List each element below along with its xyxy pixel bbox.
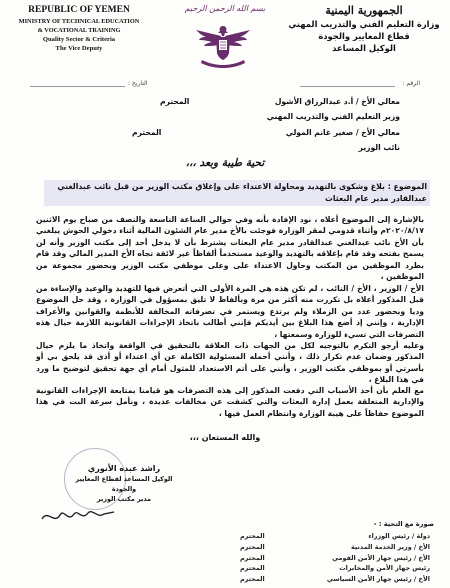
arabic-sector: قطاع المعايير والجودة (318, 31, 410, 41)
distribution-heading: صورة مع التحية : - (373, 520, 434, 528)
distribution-item-suffix: المحترم (240, 575, 265, 584)
distribution-item-label: رئيس جهاز الأمن والمخابرات (339, 564, 430, 573)
date-label: التاريخ : (128, 80, 148, 87)
distribution-item (240, 531, 430, 542)
arabic-ministry: وزارة التعليم الفني والتدريب المهني (288, 19, 440, 29)
distribution-item-label: الأخ / رئيس جهاز الأمن القومي (332, 553, 430, 562)
distribution-item-suffix: المحترم (240, 553, 265, 562)
signature-icon (38, 505, 118, 527)
addressee-3-title: المحترم (132, 128, 162, 137)
greeting: تحية طيبة وبعد ،،، (185, 157, 265, 169)
addressee-2: وزير التعليم الفني والتدريب المهني (266, 112, 400, 121)
distribution-item-suffix: المحترم (240, 564, 265, 573)
english-ministry-line1: MINISTRY OF TECHNICAL EDUCATION (18, 18, 140, 25)
date-line (30, 86, 125, 87)
signatory-block (64, 463, 184, 504)
addressee-3: معالي الأخ / صغير غانم المولي (285, 128, 400, 137)
closing: والله المستعان ،،، (189, 433, 261, 442)
distribution-item-label: الأخ / وزير الخدمة المدنية (351, 542, 430, 551)
header-english (4, 4, 154, 53)
arabic-country: الجمهورية اليمنية (325, 4, 403, 17)
addressee-1-title: المحترم (160, 97, 190, 106)
distribution-item-suffix: المحترم (240, 532, 265, 540)
addressee-1: معالي الأخ / أ.د عبدالرزاق الأشول (274, 97, 400, 106)
arabic-deputy: الوكيل المساعد (332, 43, 396, 53)
english-country: REPUBLIC OF YEMEN (28, 5, 130, 15)
signatory-title-2: مدير مكتب الوزير (96, 495, 152, 503)
ref-line (300, 86, 395, 87)
signatory-title-1: الوكيل المساعد لقطاع المعايير والجودة (75, 475, 173, 493)
basmala: بسم الله الرحمن الرحيم (184, 4, 266, 13)
distribution-item-label: دولة / رئيس الوزراء (368, 532, 430, 540)
distribution-item-suffix: المحترم (240, 542, 265, 551)
english-ministry-line2: & VOCATIONAL TRAINING (37, 27, 121, 34)
distribution-item-label: الأخ / رئيس جهاز الأمن السياسي (326, 575, 430, 584)
distribution-item (240, 553, 430, 564)
distribution-item (240, 542, 430, 553)
header-arabic (284, 3, 444, 54)
addressee-4: نائب الوزير (358, 143, 400, 152)
ref-label: الرقم : (402, 80, 420, 87)
body-paragraph-1: بالإشارة إلى الموضوع أعلاه ، نود الإفادة بأنه وفي حوالي الساعة التاسعة والنصف من صباح يوم الاثنين ٢٠٢٠/٨/١٧م وأثناء قدومي لمقر الوزارة فوجئت بالأخ مدير عام الشئون المالية أثناء دخولي الحوش يبلغني بأن الأخ نائب عبدالغني عبدالقادر مدير عام البعثات يشترط بأن لا يدخل أحد إلى مكتب الوزير وأنه لن يسمح بفتحه وقد قام بإغلاقه بالتهديد والوعيد مستخدماً ألفاظاً غير لائقة تجاه الأخ المدير المالي وقد قام بطرد الموظفين من المكتب وحاول الاعتداء على وعلى موظفي مكتب الوزير وبحضور مجموعة من الموظفين ، (36, 215, 424, 282)
english-sector: Quality Sector & Criteria (42, 36, 116, 43)
subject: الموضوع : بلاغ وشكوى بالتهديد ومحاولة الاعتداء على وإغلاق مكتب الوزير من قبل نائب عبدالغني عبدالقادر مدير عام البعثات (44, 180, 430, 206)
distribution-item (240, 574, 430, 585)
english-deputy: The Vice Deputy (55, 45, 103, 52)
distribution-item (240, 563, 430, 574)
eagle-emblem-icon (194, 20, 252, 70)
body-paragraph-3: وعليه أرجو التكرم بالتوجيه لكل من الجهات ذات العلاقة بالتحقيق في الواقعة واتخاذ ما يلزم حيال المذكور وضمان عدم تكرار ذلك ، وأنني أحمله المسئولية الكاملة عن أي اعتداء أو أذى قد يلحق بي أو بأسرتي أو بموظفي مكتب الوزير ، وأنني على أتم الاستعداد للمثول أمام أي جهة تحقيق لتوضيح ما ورد في هذا البلاغ ، (36, 341, 424, 385)
body-paragraph-2: الأخ / الوزير ، الأخ / النائب ، لم تكن هذه هي المرة الأولى التي أتعرض فيها للتهديد والوعيد والإساءة من قبل المذكور أعلاه بل تكررت منه أكثر من مرة وبألفاظ لا تليق بمسؤول في الوزارة ، وقد حل الموضوع وديا وبحضور عدد من الزملاء ولم يرتدع ويستمر في تصرفاته المخالفة للأنظمة والقوانين والأعراف الإدارية ، وإنني إذ أضع هذا البلاغ بين أيديكم فإنني أطالب باتخاذ الإجراءات القانونية اللازمة حيال هذه التصرفات التي تسيء للوزارة وسمعتها ، (36, 284, 424, 339)
signatory-name: راشد عبده الأنوري (87, 464, 161, 473)
body-paragraph-4: مع العلم بأن أحد الأسباب التي دفعت المذكور إلى هذه التصرفات هو قيامنا بمتابعة الإجراءات القانونية والإدارية المتعلقة بعمل إدارة البعثات والتي كشفت عن مخالفات عديدة ، ونأمل سرعة البت في هذا الموضوع حفاظاً على هيبة الوزارة وانتظام العمل فيها ، (36, 386, 424, 418)
distribution-list (240, 531, 430, 585)
